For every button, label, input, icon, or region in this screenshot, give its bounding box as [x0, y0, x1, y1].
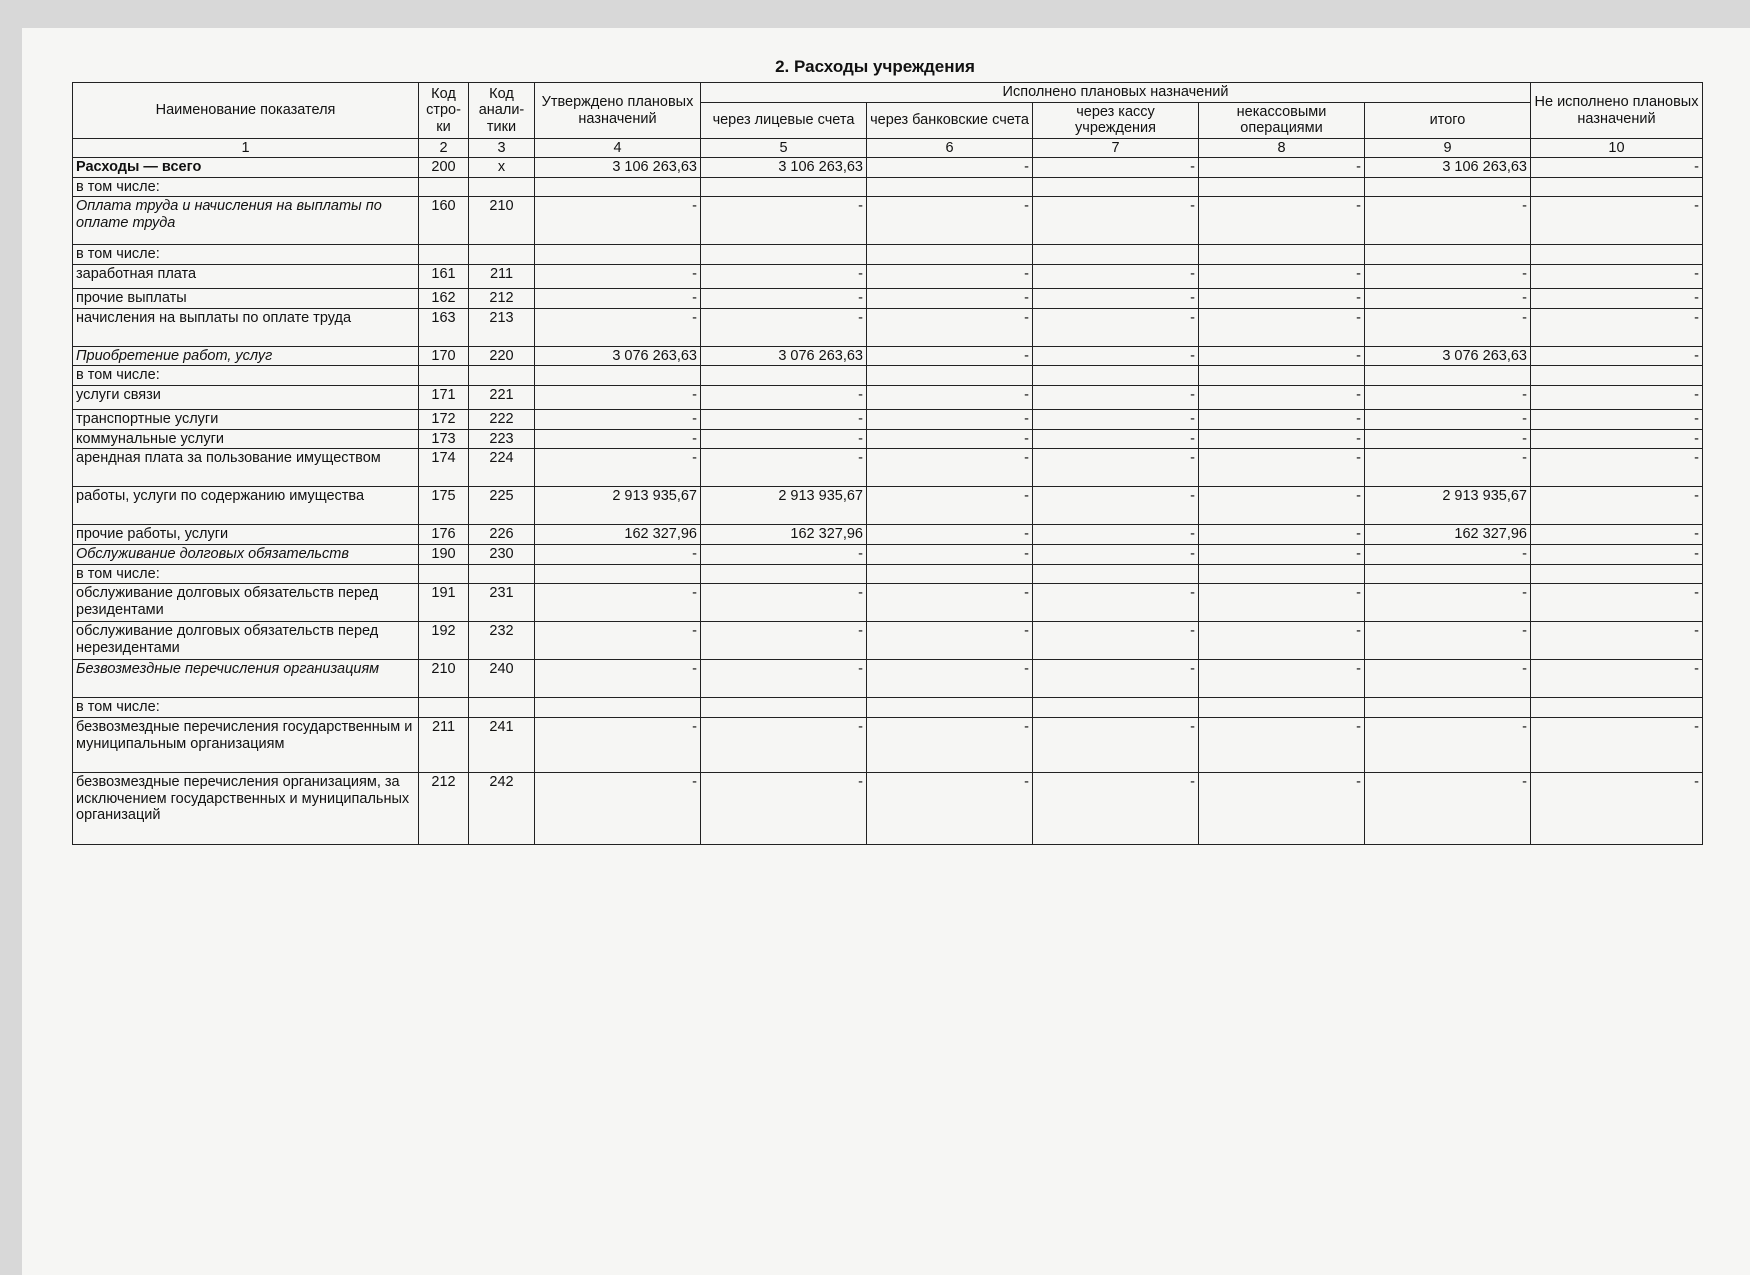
- amount-cell: [1033, 245, 1199, 265]
- amount-cell: [1199, 366, 1365, 386]
- row-code: 190: [419, 545, 469, 565]
- amount-cell: -: [701, 308, 867, 346]
- amount-cell: -: [867, 487, 1033, 525]
- analytics-code: 211: [469, 265, 535, 289]
- amount-cell: -: [1199, 289, 1365, 309]
- amount-cell: -: [1531, 545, 1703, 565]
- row-code: 172: [419, 410, 469, 430]
- amount-cell: [1365, 245, 1531, 265]
- amount-cell: -: [1199, 660, 1365, 698]
- table-row: [73, 660, 1703, 698]
- amount-cell: -: [1199, 158, 1365, 178]
- amount-cell: -: [867, 289, 1033, 309]
- amount-cell: -: [1365, 265, 1531, 289]
- amount-cell: -: [535, 289, 701, 309]
- amount-cell: -: [1531, 308, 1703, 346]
- header-executed-group: Исполнено плановых назначений: [701, 83, 1531, 103]
- amount-cell: -: [1199, 386, 1365, 410]
- column-number: 5: [701, 139, 867, 158]
- amount-cell: -: [701, 449, 867, 487]
- row-code: 171: [419, 386, 469, 410]
- row-name: обслуживание долговых обязательств перед резидентами: [73, 584, 419, 622]
- amount-cell: -: [1199, 718, 1365, 773]
- amount-cell: -: [1199, 308, 1365, 346]
- header-via-bank: через банковские счета: [867, 102, 1033, 138]
- amount-cell: -: [535, 429, 701, 449]
- row-code: [419, 698, 469, 718]
- amount-cell: -: [1033, 773, 1199, 845]
- amount-cell: [867, 245, 1033, 265]
- row-name: прочие работы, услуги: [73, 525, 419, 545]
- amount-cell: [701, 177, 867, 197]
- table-row: [73, 245, 1703, 265]
- amount-cell: -: [1365, 410, 1531, 430]
- table-row: [73, 346, 1703, 366]
- amount-cell: -: [535, 773, 701, 845]
- amount-cell: -: [1033, 265, 1199, 289]
- amount-cell: [701, 366, 867, 386]
- row-code: 173: [419, 429, 469, 449]
- amount-cell: -: [1531, 197, 1703, 245]
- amount-cell: -: [1033, 525, 1199, 545]
- amount-cell: -: [1531, 773, 1703, 845]
- header-code-row: Код стро-ки: [419, 83, 469, 139]
- amount-cell: -: [1199, 525, 1365, 545]
- header-via-personal: через лицевые счета: [701, 102, 867, 138]
- amount-cell: 2 913 935,67: [535, 487, 701, 525]
- amount-cell: -: [535, 545, 701, 565]
- amount-cell: -: [701, 429, 867, 449]
- row-code: 175: [419, 487, 469, 525]
- amount-cell: -: [535, 718, 701, 773]
- analytics-code: 231: [469, 584, 535, 622]
- analytics-code: 241: [469, 718, 535, 773]
- column-number: 8: [1199, 139, 1365, 158]
- row-name: обслуживание долговых обязательств перед нерезидентами: [73, 622, 419, 660]
- analytics-code: х: [469, 158, 535, 178]
- amount-cell: -: [1531, 158, 1703, 178]
- amount-cell: 3 076 263,63: [535, 346, 701, 366]
- table-row: [73, 289, 1703, 309]
- amount-cell: -: [535, 308, 701, 346]
- amount-cell: [867, 698, 1033, 718]
- amount-cell: -: [701, 386, 867, 410]
- amount-cell: -: [1365, 386, 1531, 410]
- amount-cell: -: [535, 197, 701, 245]
- analytics-code: 240: [469, 660, 535, 698]
- amount-cell: -: [867, 660, 1033, 698]
- analytics-code: 230: [469, 545, 535, 565]
- amount-cell: -: [1531, 410, 1703, 430]
- amount-cell: -: [535, 584, 701, 622]
- row-code: 212: [419, 773, 469, 845]
- row-code: 191: [419, 584, 469, 622]
- amount-cell: -: [867, 346, 1033, 366]
- amount-cell: -: [701, 289, 867, 309]
- row-name: арендная плата за пользование имуществом: [73, 449, 419, 487]
- amount-cell: -: [1033, 545, 1199, 565]
- amount-cell: -: [701, 584, 867, 622]
- amount-cell: [1531, 245, 1703, 265]
- analytics-code: [469, 698, 535, 718]
- amount-cell: -: [1365, 718, 1531, 773]
- table-row: [73, 622, 1703, 660]
- amount-cell: -: [1531, 622, 1703, 660]
- column-number: 6: [867, 139, 1033, 158]
- amount-cell: -: [1199, 487, 1365, 525]
- table-row: [73, 177, 1703, 197]
- amount-cell: [1033, 698, 1199, 718]
- amount-cell: [535, 245, 701, 265]
- analytics-code: 242: [469, 773, 535, 845]
- amount-cell: -: [1531, 525, 1703, 545]
- amount-cell: [867, 177, 1033, 197]
- amount-cell: -: [1531, 449, 1703, 487]
- amount-cell: -: [535, 410, 701, 430]
- amount-cell: -: [701, 410, 867, 430]
- amount-cell: -: [1033, 622, 1199, 660]
- amount-cell: -: [867, 449, 1033, 487]
- amount-cell: -: [1365, 584, 1531, 622]
- row-name: начисления на выплаты по оплате труда: [73, 308, 419, 346]
- amount-cell: [701, 698, 867, 718]
- amount-cell: -: [1033, 410, 1199, 430]
- amount-cell: -: [867, 429, 1033, 449]
- amount-cell: -: [867, 410, 1033, 430]
- column-number: 7: [1033, 139, 1199, 158]
- amount-cell: [1033, 366, 1199, 386]
- amount-cell: [1531, 366, 1703, 386]
- amount-cell: [1531, 177, 1703, 197]
- header-via-cash: через кассу учреждения: [1033, 102, 1199, 138]
- amount-cell: -: [1199, 584, 1365, 622]
- amount-cell: -: [867, 386, 1033, 410]
- table-row: [73, 308, 1703, 346]
- amount-cell: 3 106 263,63: [1365, 158, 1531, 178]
- amount-cell: -: [701, 660, 867, 698]
- amount-cell: -: [1033, 386, 1199, 410]
- amount-cell: -: [867, 525, 1033, 545]
- row-name: коммунальные услуги: [73, 429, 419, 449]
- row-code: 174: [419, 449, 469, 487]
- amount-cell: -: [1531, 718, 1703, 773]
- column-number: 1: [73, 139, 419, 158]
- amount-cell: [1365, 564, 1531, 584]
- amount-cell: -: [535, 386, 701, 410]
- amount-cell: -: [701, 773, 867, 845]
- amount-cell: -: [867, 718, 1033, 773]
- row-code: 162: [419, 289, 469, 309]
- row-code: [419, 177, 469, 197]
- table-row: [73, 584, 1703, 622]
- column-number: 4: [535, 139, 701, 158]
- amount-cell: [867, 366, 1033, 386]
- analytics-code: 210: [469, 197, 535, 245]
- analytics-code: [469, 564, 535, 584]
- amount-cell: -: [701, 718, 867, 773]
- column-number: 9: [1365, 139, 1531, 158]
- page-title: 2. Расходы учреждения: [775, 57, 975, 76]
- row-name: в том числе:: [73, 698, 419, 718]
- amount-cell: 3 076 263,63: [701, 346, 867, 366]
- row-code: 176: [419, 525, 469, 545]
- table-row: [73, 487, 1703, 525]
- amount-cell: -: [1033, 289, 1199, 309]
- amount-cell: -: [1365, 449, 1531, 487]
- analytics-code: 221: [469, 386, 535, 410]
- amount-cell: -: [1531, 386, 1703, 410]
- column-number: 3: [469, 139, 535, 158]
- table-row: [73, 158, 1703, 178]
- amount-cell: -: [1199, 545, 1365, 565]
- amount-cell: -: [1199, 346, 1365, 366]
- amount-cell: -: [1033, 449, 1199, 487]
- row-code: 161: [419, 265, 469, 289]
- analytics-code: 225: [469, 487, 535, 525]
- column-number: 10: [1531, 139, 1703, 158]
- amount-cell: -: [1365, 308, 1531, 346]
- analytics-code: [469, 245, 535, 265]
- row-name: Расходы — всего: [73, 158, 419, 178]
- amount-cell: -: [1365, 773, 1531, 845]
- analytics-code: [469, 177, 535, 197]
- amount-cell: -: [701, 265, 867, 289]
- analytics-code: [469, 366, 535, 386]
- amount-cell: -: [867, 265, 1033, 289]
- amount-cell: -: [1365, 197, 1531, 245]
- row-name: транспортные услуги: [73, 410, 419, 430]
- amount-cell: -: [1199, 410, 1365, 430]
- amount-cell: -: [1033, 346, 1199, 366]
- table-row: [73, 545, 1703, 565]
- table-row: [73, 698, 1703, 718]
- amount-cell: 3 076 263,63: [1365, 346, 1531, 366]
- table-row: [73, 197, 1703, 245]
- amount-cell: [535, 366, 701, 386]
- amount-cell: [1199, 245, 1365, 265]
- header-not-executed: Не исполнено плановых назначений: [1531, 83, 1703, 139]
- amount-cell: [1199, 177, 1365, 197]
- amount-cell: -: [1365, 545, 1531, 565]
- amount-cell: -: [867, 197, 1033, 245]
- row-name: Оплата труда и начисления на выплаты по оплате труда: [73, 197, 419, 245]
- amount-cell: -: [1199, 449, 1365, 487]
- amount-cell: -: [1531, 487, 1703, 525]
- amount-cell: -: [1033, 584, 1199, 622]
- amount-cell: [1531, 564, 1703, 584]
- table-row: [73, 525, 1703, 545]
- row-name: безвозмездные перечисления организациям, за исключением государственных и муниципальных организаций: [73, 773, 419, 845]
- table-body: [73, 158, 1703, 845]
- table-row: [73, 718, 1703, 773]
- amount-cell: -: [1365, 622, 1531, 660]
- row-code: 210: [419, 660, 469, 698]
- amount-cell: -: [1199, 429, 1365, 449]
- table-row: [73, 773, 1703, 845]
- amount-cell: [535, 698, 701, 718]
- amount-cell: -: [1199, 622, 1365, 660]
- row-name: в том числе:: [73, 564, 419, 584]
- analytics-code: 220: [469, 346, 535, 366]
- analytics-code: 213: [469, 308, 535, 346]
- table-row: [73, 410, 1703, 430]
- amount-cell: -: [701, 545, 867, 565]
- amount-cell: -: [1531, 346, 1703, 366]
- amount-cell: -: [1199, 265, 1365, 289]
- table-row: [73, 265, 1703, 289]
- amount-cell: -: [867, 773, 1033, 845]
- amount-cell: [1365, 177, 1531, 197]
- analytics-code: 232: [469, 622, 535, 660]
- header-total: итого: [1365, 102, 1531, 138]
- amount-cell: 2 913 935,67: [1365, 487, 1531, 525]
- row-name: Обслуживание долговых обязательств: [73, 545, 419, 565]
- amount-cell: [701, 245, 867, 265]
- row-name: услуги связи: [73, 386, 419, 410]
- row-name: прочие выплаты: [73, 289, 419, 309]
- row-name: в том числе:: [73, 177, 419, 197]
- analytics-code: 212: [469, 289, 535, 309]
- row-name: Безвозмездные перечисления организациям: [73, 660, 419, 698]
- amount-cell: -: [867, 308, 1033, 346]
- amount-cell: -: [1531, 265, 1703, 289]
- table-row: [73, 366, 1703, 386]
- row-name: в том числе:: [73, 366, 419, 386]
- amount-cell: -: [867, 622, 1033, 660]
- amount-cell: 3 106 263,63: [535, 158, 701, 178]
- amount-cell: -: [1531, 289, 1703, 309]
- row-code: 211: [419, 718, 469, 773]
- amount-cell: -: [1365, 660, 1531, 698]
- amount-cell: -: [701, 197, 867, 245]
- analytics-code: 226: [469, 525, 535, 545]
- amount-cell: -: [1033, 197, 1199, 245]
- amount-cell: -: [867, 158, 1033, 178]
- amount-cell: [1365, 366, 1531, 386]
- table-row: [73, 386, 1703, 410]
- amount-cell: [1033, 564, 1199, 584]
- column-number-row: [73, 139, 1703, 158]
- amount-cell: -: [535, 449, 701, 487]
- row-name: Приобретение работ, услуг: [73, 346, 419, 366]
- amount-cell: -: [1033, 429, 1199, 449]
- row-code: [419, 245, 469, 265]
- amount-cell: 3 106 263,63: [701, 158, 867, 178]
- amount-cell: -: [1531, 660, 1703, 698]
- amount-cell: -: [1033, 308, 1199, 346]
- amount-cell: 162 327,96: [1365, 525, 1531, 545]
- analytics-code: 224: [469, 449, 535, 487]
- row-code: 170: [419, 346, 469, 366]
- table-row: [73, 449, 1703, 487]
- amount-cell: -: [1199, 197, 1365, 245]
- amount-cell: -: [535, 660, 701, 698]
- amount-cell: -: [1531, 584, 1703, 622]
- amount-cell: -: [535, 265, 701, 289]
- expenses-table: [72, 82, 1703, 845]
- amount-cell: [1365, 698, 1531, 718]
- row-name: работы, услуги по содержанию имущества: [73, 487, 419, 525]
- analytics-code: 223: [469, 429, 535, 449]
- amount-cell: -: [867, 545, 1033, 565]
- amount-cell: -: [1033, 158, 1199, 178]
- amount-cell: 2 913 935,67: [701, 487, 867, 525]
- amount-cell: -: [1365, 289, 1531, 309]
- row-code: 163: [419, 308, 469, 346]
- amount-cell: 162 327,96: [701, 525, 867, 545]
- amount-cell: -: [701, 622, 867, 660]
- amount-cell: [1531, 698, 1703, 718]
- amount-cell: -: [1033, 660, 1199, 698]
- amount-cell: -: [867, 584, 1033, 622]
- column-number: 2: [419, 139, 469, 158]
- header-name: Наименование показателя: [73, 83, 419, 139]
- amount-cell: -: [1199, 773, 1365, 845]
- amount-cell: [1199, 698, 1365, 718]
- table-row: [73, 429, 1703, 449]
- amount-cell: [535, 564, 701, 584]
- amount-cell: -: [1531, 429, 1703, 449]
- amount-cell: -: [1033, 487, 1199, 525]
- amount-cell: -: [1365, 429, 1531, 449]
- row-code: [419, 564, 469, 584]
- amount-cell: [1199, 564, 1365, 584]
- row-name: заработная плата: [73, 265, 419, 289]
- analytics-code: 222: [469, 410, 535, 430]
- amount-cell: [535, 177, 701, 197]
- amount-cell: -: [535, 622, 701, 660]
- amount-cell: [867, 564, 1033, 584]
- row-code: [419, 366, 469, 386]
- header-code-analytics: Код анали-тики: [469, 83, 535, 139]
- header-non-cash: некассовыми операциями: [1199, 102, 1365, 138]
- row-code: 200: [419, 158, 469, 178]
- amount-cell: [701, 564, 867, 584]
- row-code: 192: [419, 622, 469, 660]
- amount-cell: 162 327,96: [535, 525, 701, 545]
- row-code: 160: [419, 197, 469, 245]
- row-name: безвозмездные перечисления государственным и муниципальным организациям: [73, 718, 419, 773]
- amount-cell: [1033, 177, 1199, 197]
- row-name: в том числе:: [73, 245, 419, 265]
- table-row: [73, 564, 1703, 584]
- header-approved: Утверждено плановых назначений: [535, 83, 701, 139]
- amount-cell: -: [1033, 718, 1199, 773]
